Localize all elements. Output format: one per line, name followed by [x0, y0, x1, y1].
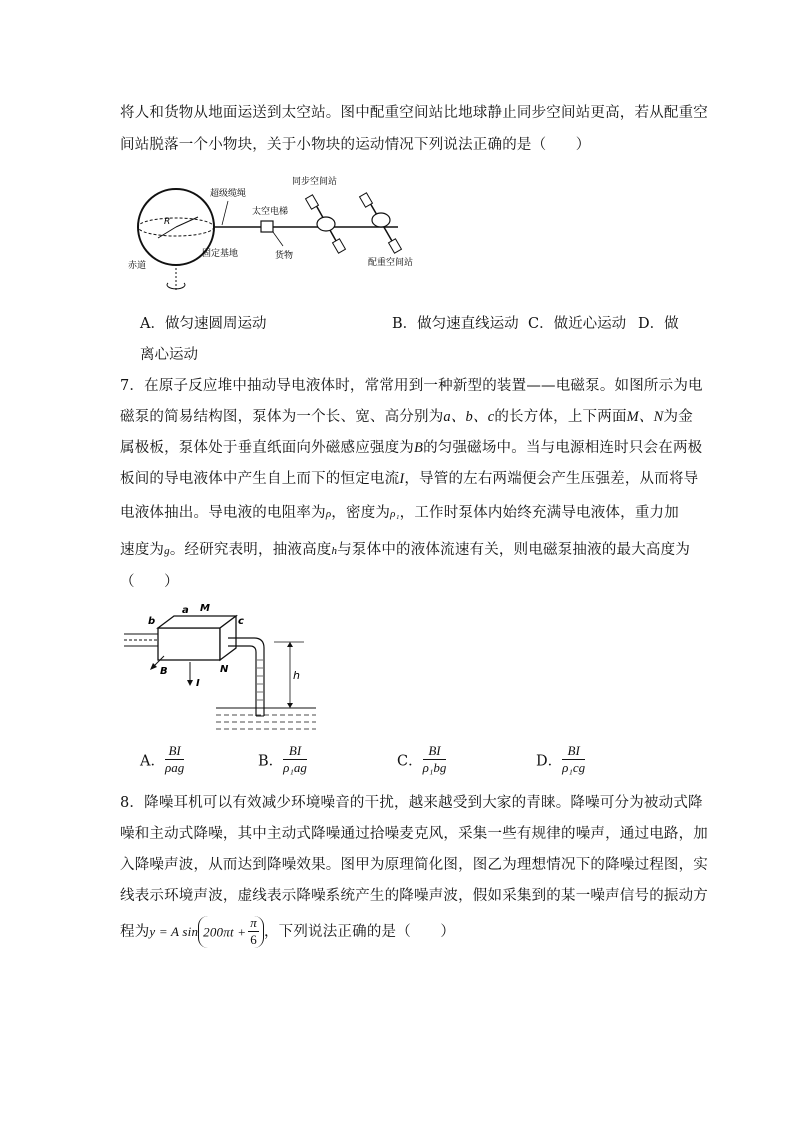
q8-line-4: 线表示环境声波，虚线表示降噪系统产生的降噪声波，假如采集到的某一噪声信号的振动方 [120, 888, 708, 904]
q7-line-3-text-a: 属极板，泵体处于垂直纸面向外磁感应强度为 [120, 440, 414, 456]
q7-option-a[interactable] [140, 744, 184, 776]
q6-option-c[interactable]: C．做近心运动 [528, 316, 627, 332]
q7-resistivity-var: ρ [325, 508, 332, 520]
q7-line-7: （ ） [120, 574, 179, 590]
label-N: N [220, 664, 229, 675]
label-b: b [148, 616, 156, 627]
q7-line-5 [120, 501, 679, 522]
q7-plate-vars: M、N [626, 409, 664, 425]
q7-height-var: h [331, 545, 338, 557]
elevator-label: 太空电梯 [252, 207, 289, 217]
label-B: B [160, 666, 168, 677]
q7-option-b-numerator: BI [283, 744, 307, 760]
base-label: 固定基地 [202, 249, 239, 259]
radius-label: R [164, 217, 171, 227]
q8-equation-inner: 200πt + [203, 924, 247, 940]
q7-option-b-fraction [283, 744, 307, 776]
q8-line-1: 8．降噪耳机可以有效减少环境噪音的干扰，越来越受到大家的青睐。降噪可分为被动式降 [120, 795, 703, 811]
equator-label: 赤道 [128, 261, 147, 271]
q7-line-2-text-c: 为金 [663, 409, 693, 425]
counterweight-station-icon [360, 193, 402, 253]
sync-station-label: 同步空间站 [292, 177, 338, 187]
label-I: I [196, 678, 200, 689]
q7-line-3 [120, 436, 702, 457]
label-c: c [238, 616, 244, 627]
q7-option-b-denominator: ρ₁ag [283, 760, 307, 776]
q8-line-5-text-a: 程为 [120, 923, 150, 940]
q7-option-a-numerator: BI [165, 744, 184, 760]
q7-option-a-letter: A． [140, 753, 165, 770]
q7-option-d-letter: D． [536, 753, 563, 770]
q8-line-2: 噪和主动式降噪，其中主动式降噪通过拾噪麦克风，采集一些有规律的噪声，通过电路，加 [120, 826, 708, 842]
q7-option-c-fraction [423, 744, 447, 776]
sync-station-icon [306, 195, 346, 253]
label-M: M [200, 603, 210, 614]
q8-equation-left: y = A sin [149, 923, 199, 939]
q7-line-5-text-c: ，工作时泵体内始终充满导电液体，重力加 [399, 505, 679, 521]
height-arrow-bottom-icon [287, 703, 293, 708]
elevator-car [261, 221, 273, 232]
q8-equation-numerator: π [248, 916, 259, 932]
q7-option-b-letter: B． [258, 753, 284, 770]
q8-line-3: 入降噪声波，从而达到降噪效果。图甲为原理简化图，图乙为理想情况下的降噪过程图，实 [120, 857, 708, 873]
q8-equation-fraction [248, 916, 259, 948]
q8-line-5-text-b: ，下列说法正确的是（ ） [263, 923, 456, 940]
counterweight-station-label: 配重空间站 [368, 258, 414, 268]
q7-option-d-numerator: BI [562, 744, 585, 760]
q7-line-6-text-b: 。经研究表明，抽液高度 [169, 542, 332, 558]
q7-option-a-denominator: ρag [164, 760, 185, 776]
q7-line-6 [120, 538, 690, 559]
space-elevator-figure [128, 170, 428, 300]
q7-option-b[interactable] [258, 744, 307, 776]
q7-line-3-text-b: 的匀强磁场中。当与电源相连时只会在两极 [423, 440, 703, 456]
cargo-pointer-line [273, 232, 283, 246]
cable-label: 超级缆绳 [210, 189, 247, 199]
q7-line-4 [120, 467, 698, 488]
q7-line-5-text-b: ，密度为 [331, 505, 391, 521]
q7-line-4-text-a: 板间的导电液体中产生自上而下的恒定电流 [120, 471, 400, 487]
q7-current-var: I [399, 471, 405, 487]
q7-option-d[interactable] [536, 744, 585, 776]
pipe-liquid-hatch [257, 660, 263, 708]
q7-line-6-text-a: 速度为 [120, 542, 165, 558]
cable-pointer-line [222, 201, 228, 225]
q7-option-a-fraction [165, 744, 184, 776]
q7-line-2-text-a: 磁泵的简易结构图，泵体为一个长、宽、高分别为 [120, 409, 444, 425]
q6-option-d-continued: 离心运动 [140, 347, 198, 363]
q7-line-1: 7．在原子反应堆中抽动导电液体时，常常用到一种新型的装置——电磁泵。如图所示为电 [120, 378, 703, 394]
q7-gravity-var: g [164, 545, 170, 557]
equator-pointer-line [158, 227, 176, 238]
q7-field-var: B [414, 440, 424, 456]
q7-line-2-text-b: 的长方体，上下两面 [494, 409, 627, 425]
q7-option-c-numerator: BI [423, 744, 447, 760]
q6-option-d[interactable]: D．做 [638, 316, 679, 332]
q7-line-6-text-c: 与泵体中的液体流速有关，则电磁泵抽液的最大高度为 [337, 542, 691, 558]
outlet-pipe-inner [228, 646, 256, 716]
cargo-label: 货物 [275, 251, 294, 261]
q6-option-a[interactable]: A．做匀速圆周运动 [140, 316, 267, 332]
q6-option-b[interactable]: B．做匀速直线运动 [392, 316, 519, 332]
q7-option-c[interactable] [397, 744, 446, 776]
pump-front-face [158, 628, 220, 660]
q7-option-c-denominator: ρ₁bg [422, 760, 447, 776]
em-pump-figure [124, 600, 320, 736]
height-arrow-top-icon [287, 642, 293, 647]
q7-option-d-denominator: ρ₁cg [562, 760, 586, 776]
q7-option-d-fraction [562, 744, 585, 776]
q8-line-5 [120, 916, 455, 946]
q8-equation-paren [198, 916, 264, 948]
height-label: h [293, 669, 300, 682]
q6-line-1: 将人和货物从地面运送到太空站。图中配重空间站比地球静止同步空间站更高，若从配重空 [120, 105, 708, 121]
q7-option-c-letter: C． [397, 753, 423, 770]
q7-line-2 [120, 405, 693, 426]
label-a: a [182, 605, 189, 616]
q7-density-var: ρ₁ [390, 508, 400, 520]
q8-equation-denominator: 6 [250, 932, 257, 948]
q7-dimension-vars: a、b、c [443, 409, 495, 425]
q7-line-5-text-a: 电液体抽出。导电液的电阻率为 [120, 505, 326, 521]
q6-line-2: 间站脱落一个小物块，关于小物块的运动情况下列说法正确的是（ ） [120, 137, 591, 153]
q7-line-4-text-b: ，导管的左右两端便会产生压强差，从而将导 [404, 471, 699, 487]
current-arrow-icon [187, 680, 193, 686]
